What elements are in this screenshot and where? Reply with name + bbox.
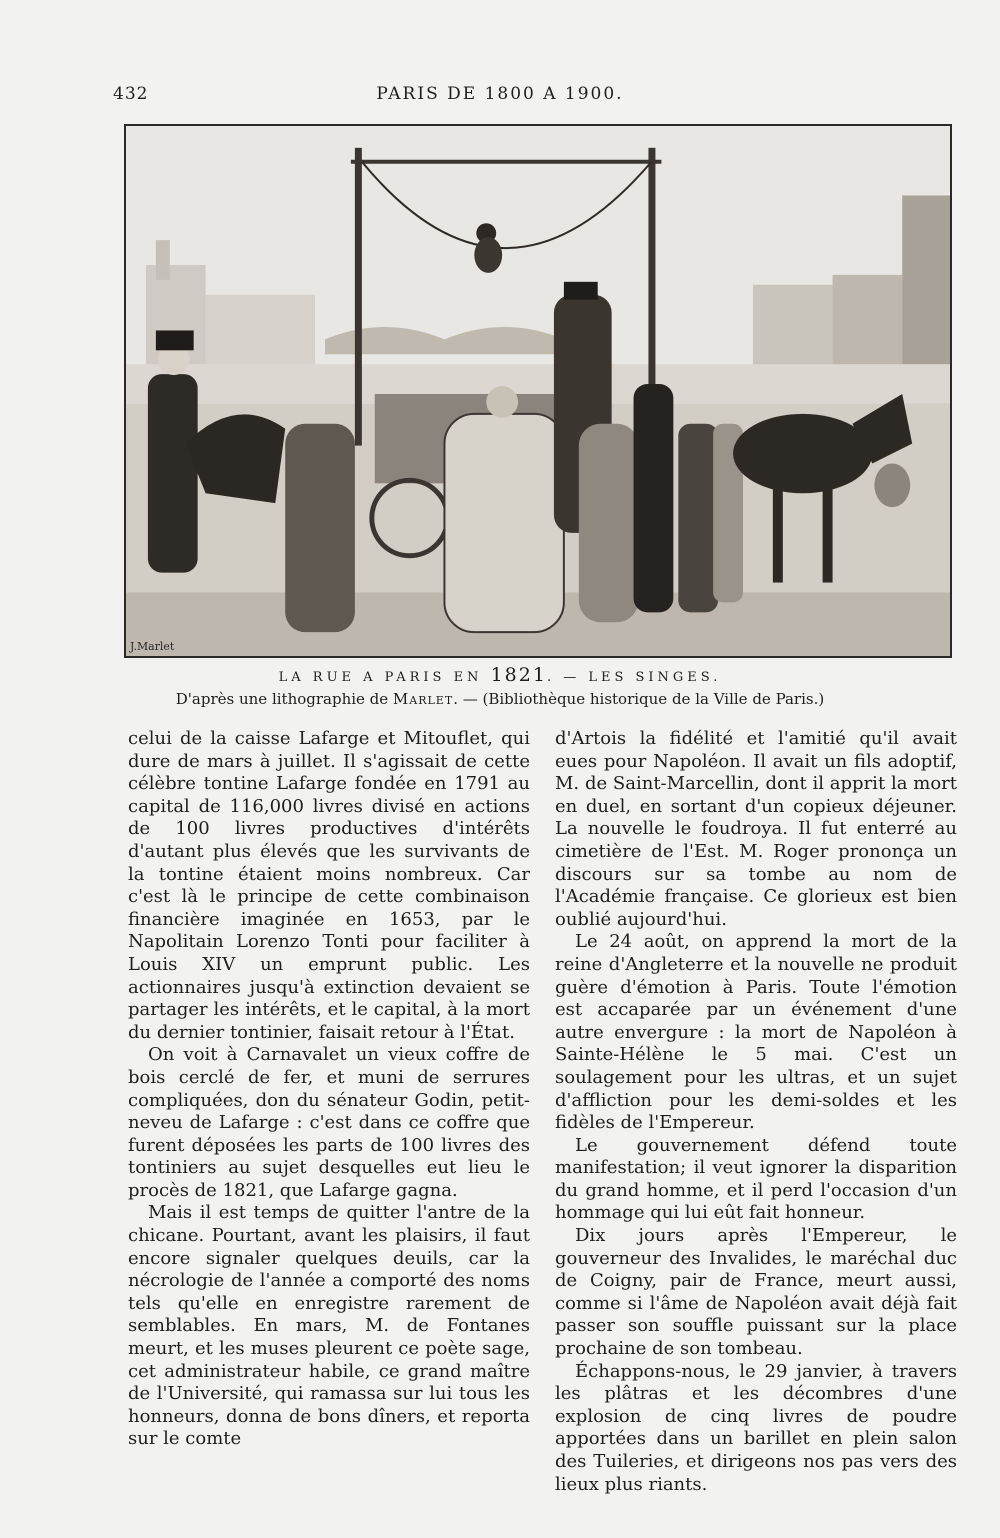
paragraph: celui de la caisse Lafarge et Mitouflet, qui dure de mars à juillet. Il s'agissait de cette célèbre tontine Lafarge fondée en 1791 au capital de 116,000 livres divisé en actions de 100 livres productives d'intérêts d'autant plus élevés que les survivants de la tontine étaient moins nombreux. Car c'est là le principe de cette combinaison financière imaginée en 1653, par le Napolitain Lorenzo Tonti pour faciliter à Louis XIV un emprunt public. Les actionnaires jusqu'à extinction devaient se partager les intérêts, et le capital, à la mort du dernier tontinier, faisait retour à l'État. [128, 728, 530, 1043]
street-scene-image [126, 126, 950, 656]
caption-title-part2: . — LES SINGES. [546, 670, 722, 685]
paragraph: d'Artois la fidélité et l'amitié qu'il avait eues pour Napoléon. Il avait un fils adoptif, M. de Saint-Marcellin, dont il apprit la mort en duel, en sortant d'un copieux déjeuner. La nouvelle le foudroya. Il fut enterré au cimetière de l'Est. M. Roger prononça un discours sur sa tombe au nom de l'Académie française. Ce glorieux est bien oublié aujourd'hui. [555, 728, 957, 930]
paragraph: Mais il est temps de quitter l'antre de la chicane. Pourtant, avant les plaisirs, il faut encore signaler quelques deuils, car la nécrologie de l'année a comporté des noms tels qu'elle en enregistre rarement de semblables. En mars, M. de Fontanes meurt, et les muses pleurent ce poète sage, cet administrateur habile, ce grand maître de l'Université, qui ramassa sur lui tous les honneurs, donna de bons dîners, et reporta sur le comte [128, 1202, 530, 1450]
caption-title-part1: LA RUE A PARIS EN [278, 670, 491, 685]
lithograph-illustration [124, 124, 952, 658]
caption-source-part1: D'après une lithographie de [175, 690, 393, 708]
figure-caption-title [0, 664, 1000, 686]
caption-source-part2: . — (Bibliothèque historique de la Ville de Paris.) [453, 690, 825, 708]
right-column [555, 728, 957, 1496]
page-number: 432 [113, 84, 149, 104]
paragraph: Le 24 août, on apprend la mort de la reine d'Angleterre et la nouvelle ne produit guère d'émotion à Paris. Toute l'émotion est accaparée par un événement d'une autre envergure : la mort de Napoléon à Sainte-Hélène le 5 mai. C'est un soulagement pour les ultras, et un sujet d'affliction pour les demi-soldes et les fidèles de l'Empereur. [555, 931, 957, 1134]
figure-caption-source [0, 690, 1000, 708]
caption-year: 1821 [490, 664, 547, 686]
caption-author: Marlet [392, 690, 454, 708]
running-title: PARIS DE 1800 A 1900. [376, 84, 624, 104]
left-column [128, 728, 530, 1451]
paragraph: Le gouvernement défend toute manifestation; il veut ignorer la disparition du grand homme, et il perd l'occasion d'un hommage qui lui eût fait honneur. [555, 1134, 957, 1224]
paragraph: On voit à Carnavalet un vieux coffre de bois cerclé de fer, et muni de serrures compliquées, don du sénateur Godin, petit-neveu de Lafarge : c'est dans ce coffre que furent déposées les parts de 100 livres des tontiniers au sujet desquelles eut lieu le procès de 1821, que Lafarge gagna. [128, 1044, 530, 1201]
artist-signature: J.Marlet [129, 640, 175, 654]
paragraph: Dix jours après l'Empereur, le gouverneur des Invalides, le maréchal duc de Coigny, pair de France, meurt aussi, comme si l'âme de Napoléon avait déjà fait passer son souffle puissant sur la place prochaine de son tombeau. [555, 1225, 957, 1360]
paragraph: Échappons-nous, le 29 janvier, à travers les plâtras et les décombres d'une explosion de cinq livres de poudre apportées dans un barillet en plein salon des Tuileries, et dirigeons nos pas vers des lieux plus riants. [555, 1360, 957, 1495]
